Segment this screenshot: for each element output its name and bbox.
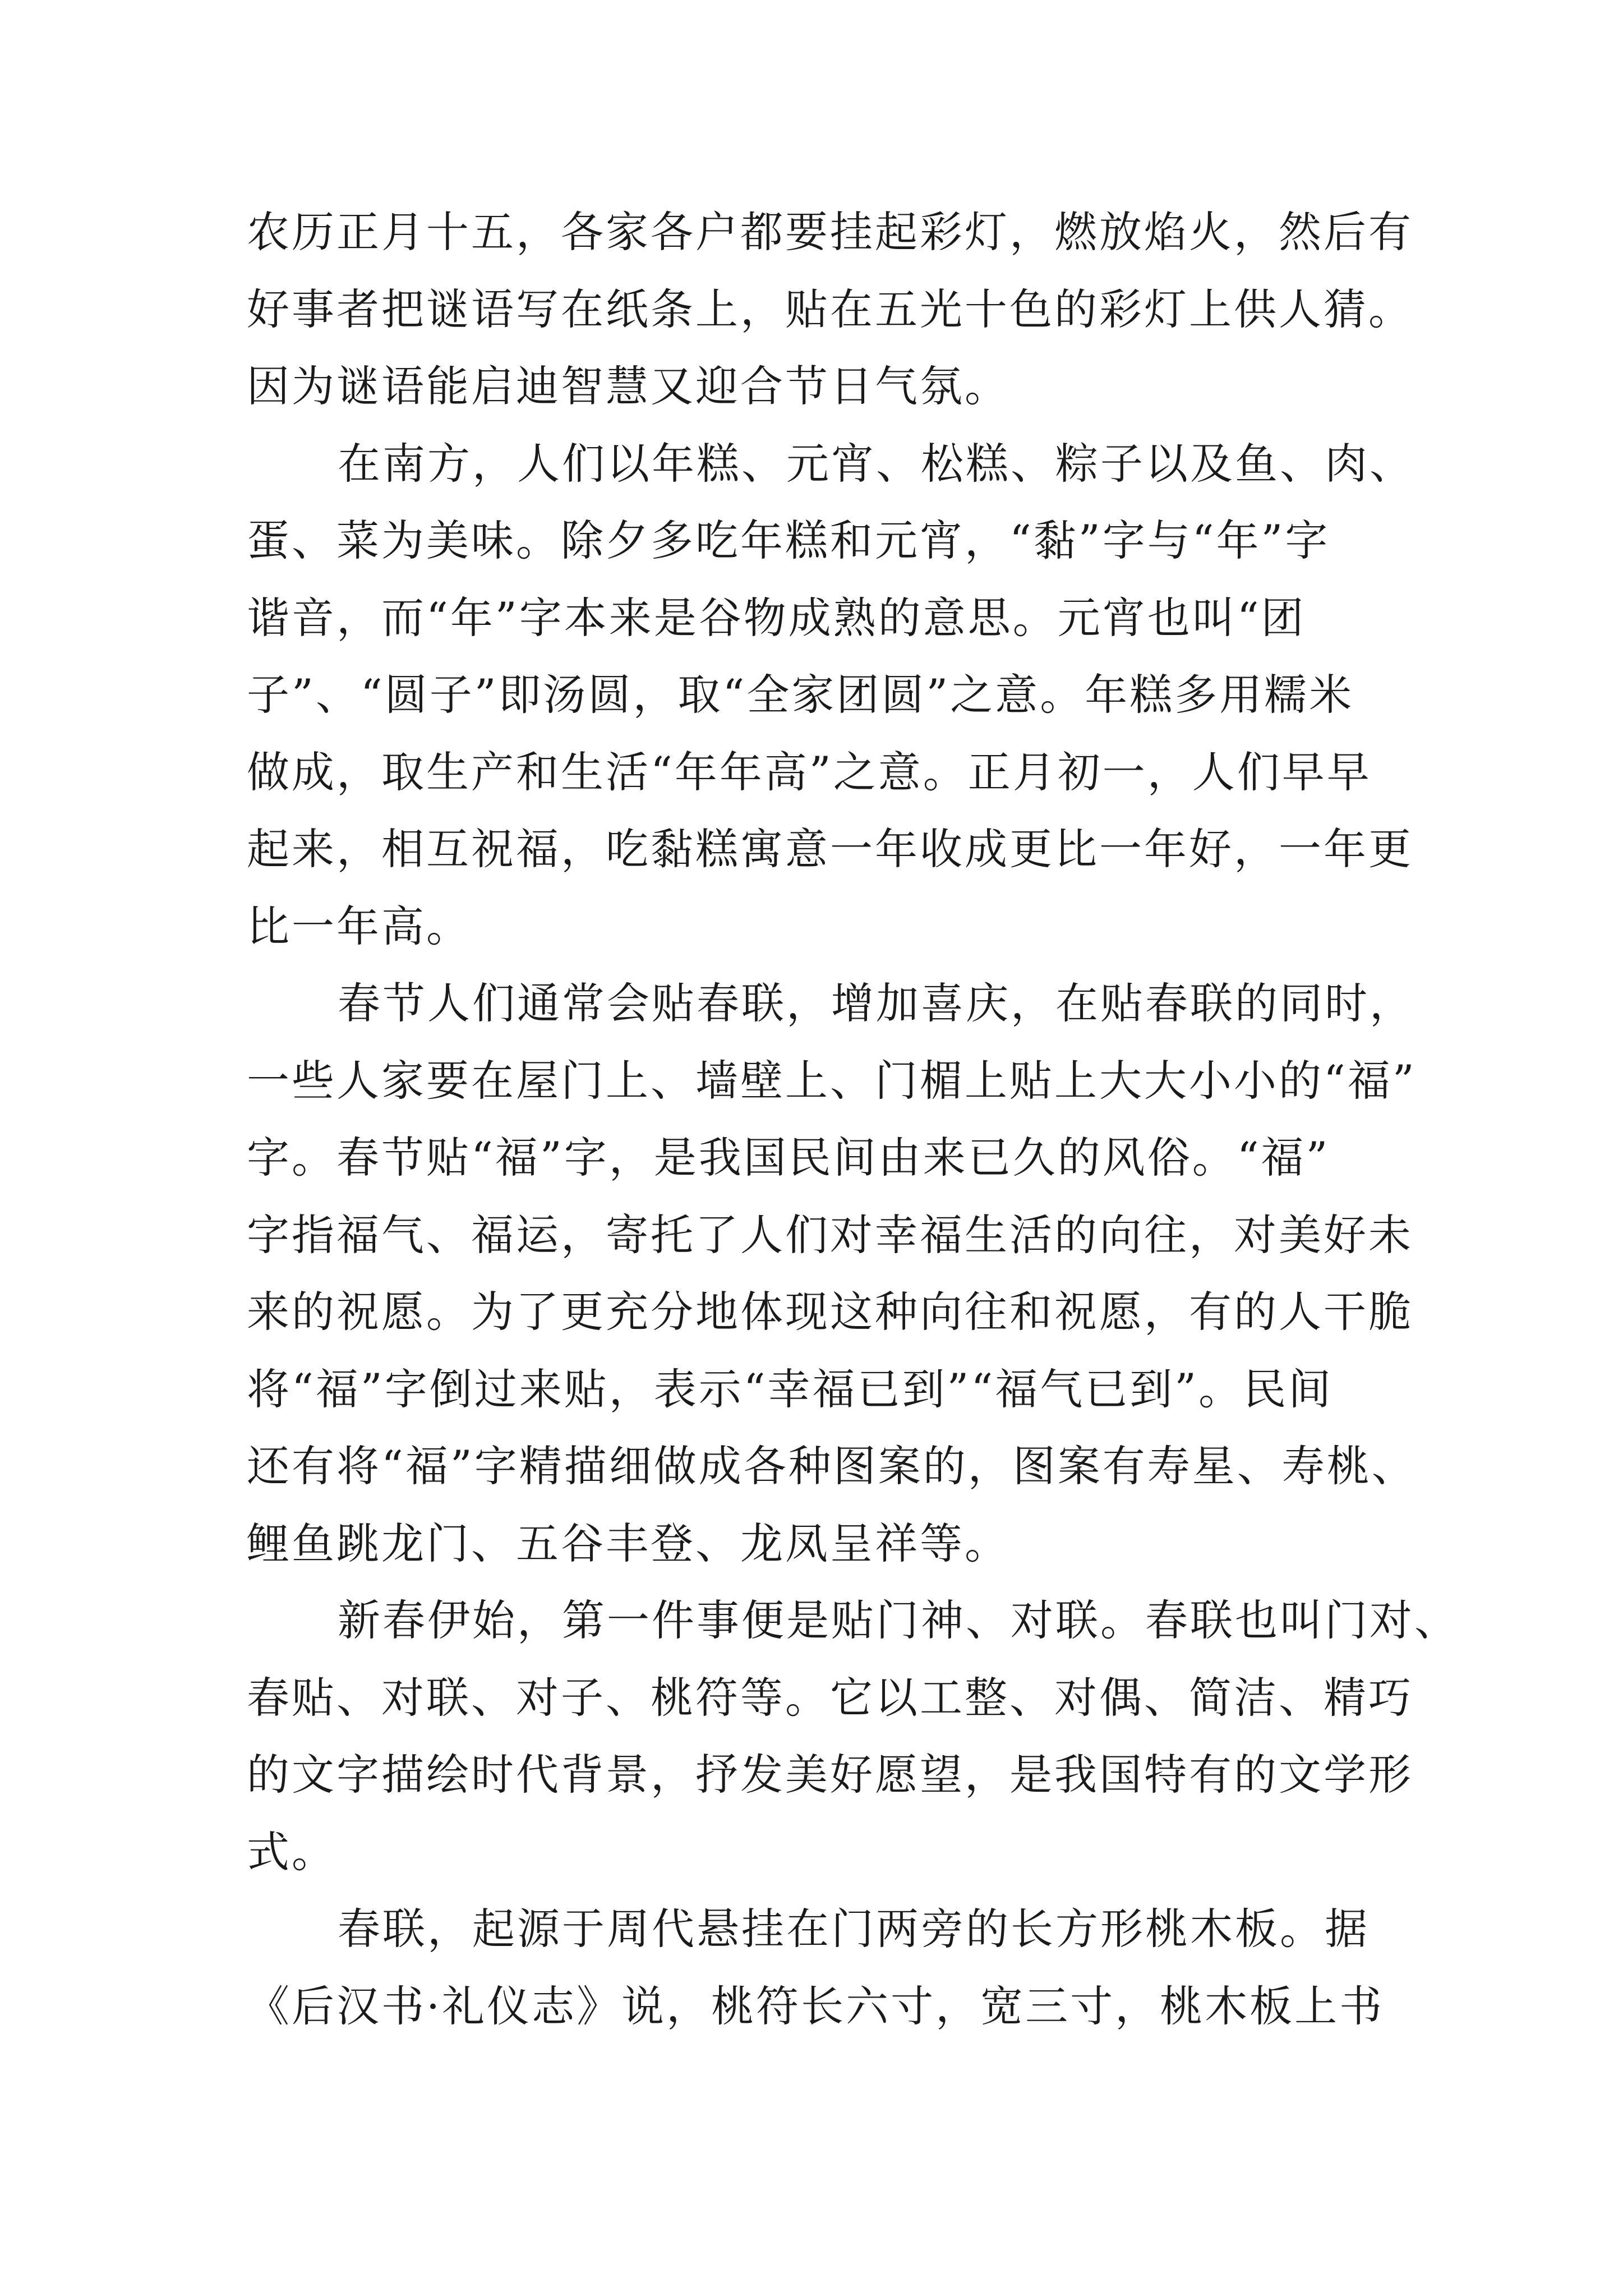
text-line: 谐音，而“年”字本来是谷物成熟的意思。元宵也叫“团 (247, 592, 1306, 643)
text-line: 的文字描绘时代背景，抒发美好愿望，是我国特有的文学形 (247, 1750, 1413, 1800)
text-line: 还有将“福”字精描细做成各种图案的，图案有寿星、寿桃、 (247, 1441, 1417, 1491)
text-line: 新春伊始，第一件事便是贴门神、对联。春联也叫门对、 (338, 1595, 1459, 1645)
text-line: 春节人们通常会贴春联，增加喜庆，在贴春联的同时， (338, 978, 1414, 1028)
text-line: 因为谜语能启迪智慧又迎合节日气氛。 (247, 361, 1009, 411)
text-line: 《后汉书·礼仪志》说，桃符长六寸，宽三寸，桃木板上书 (247, 1981, 1385, 2031)
text-line: 起来，相互祝福，吃黏糕寓意一年收成更比一年好，一年更 (247, 824, 1413, 874)
text-line: 字。春节贴“福”字，是我国民间由来已久的风俗。“福” (247, 1133, 1330, 1182)
text-line: 来的祝愿。为了更充分地体现这种向往和祝愿，有的人干脆 (247, 1287, 1413, 1337)
document-body (247, 194, 1459, 2045)
text-line: 鲤鱼跳龙门、五谷丰登、龙凤呈祥等。 (247, 1518, 1009, 1568)
text-line: 蛋、菜为美味。除夕多吃年糕和元宵，“黏”字与“年”字 (247, 516, 1330, 565)
text-line: 在南方，人们以年糕、元宵、松糕、粽子以及鱼、肉、 (338, 438, 1414, 489)
text-line: 春联，起源于周代悬挂在门两旁的长方形桃木板。据 (338, 1904, 1370, 1954)
text-line: 春贴、对联、对子、桃符等。它以工整、对偶、简洁、精巧 (247, 1672, 1413, 1723)
text-line: 将“福”字倒过来贴，表示“幸福已到”“福气已到”。民间 (247, 1364, 1334, 1414)
text-line: 字指福气、福运，寄托了人们对幸福生活的向往，对美好未 (247, 1209, 1413, 1260)
text-line: 子”、“圆子”即汤圆，取“全家团圆”之意。年糕多用糯米 (247, 670, 1354, 720)
text-line: 做成，取生产和生活“年年高”之意。正月初一，人们早早 (247, 747, 1372, 797)
text-line: 式。 (247, 1826, 336, 1877)
text-line: 农历正月十五，各家各户都要挂起彩灯，燃放焰火，然后有 (247, 207, 1413, 257)
text-line: 一些人家要在屋门上、墙壁上、门楣上贴上大大小小的“福” (247, 1055, 1417, 1106)
text-line: 好事者把谜语写在纸条上，贴在五光十色的彩灯上供人猜。 (247, 284, 1413, 334)
text-line: 比一年高。 (247, 901, 471, 951)
